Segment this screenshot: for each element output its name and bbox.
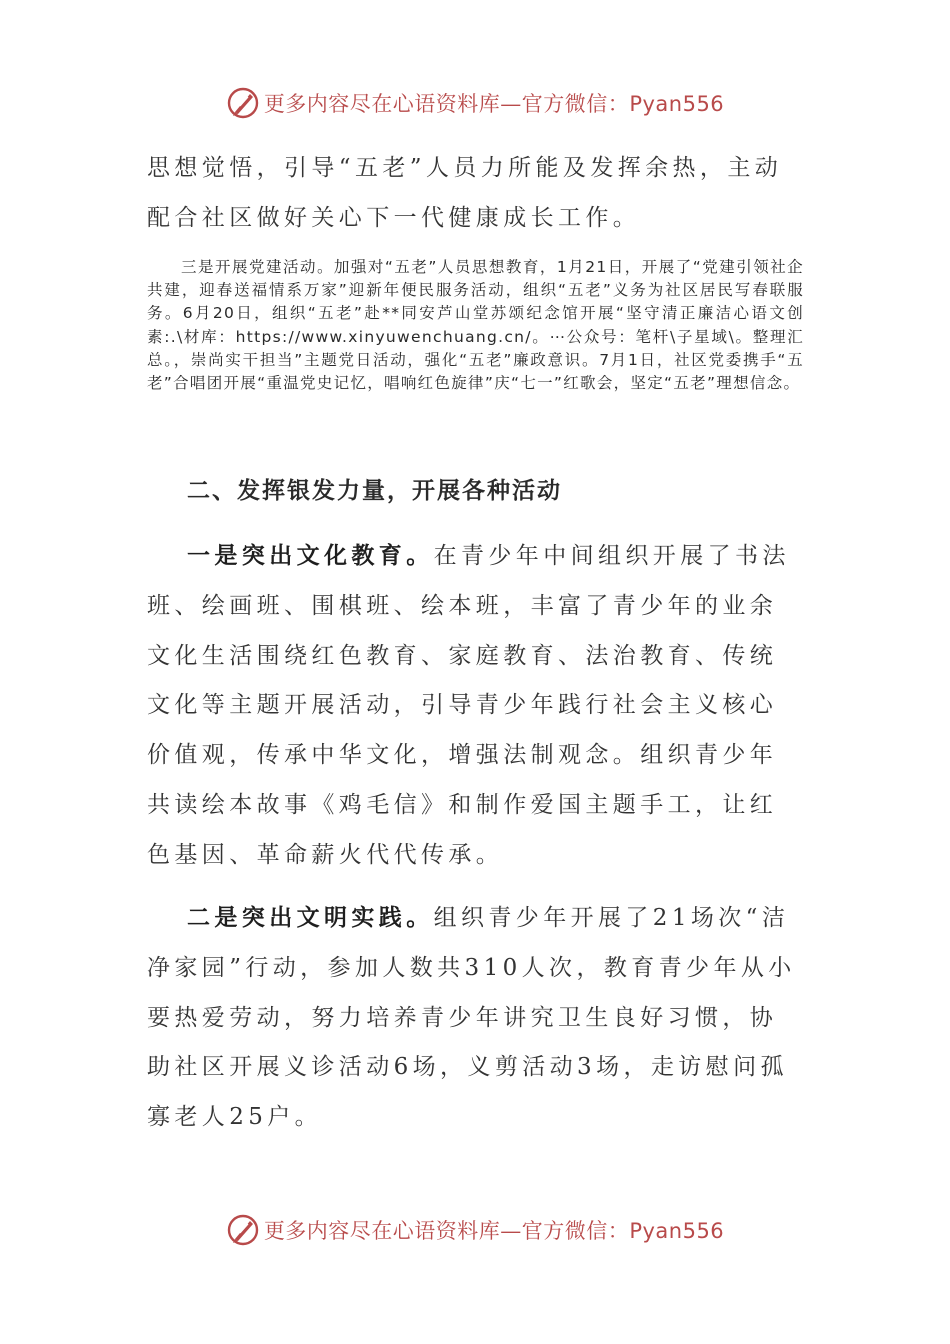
paragraph-lead: 一是突出文化教育。: [187, 542, 434, 569]
footer-banner: [0, 1210, 950, 1250]
paragraph-body: 组织青少年开展了21场次“洁净家园”行动，参加人数共310人次，教育青少年从小要热爱劳动，努力培养青少年讲究卫生良好习惯，协助社区开展义诊活动6场，义剪活动3场，走访慰问孤寡老人25户。: [147, 905, 796, 1131]
paragraph-lead: 二是突出文明实践。: [187, 904, 434, 931]
paragraph-continued: 思想觉悟，引导“五老”人员力所能及发挥余热，主动配合社区做好关心下一代健康成长工作。: [147, 155, 783, 231]
paragraph-civilization-practice: [147, 893, 804, 1143]
section-heading: 二、发挥银发力量，开展各种活动: [187, 478, 562, 504]
paragraph-party-building: 三是开展党建活动。加强对“五老”人员思想教育，1月21日，开展了“党建引领社企共建，迎春送福情系万家”迎新年便民服务活动，组织“五老”义务为社区居民写春联服务。6月20日，组织“五老”赴**同安芦山堂苏颂纪念馆开展“坚守清正廉洁心语文创素:.\材库：https://www.xinyuwenchuang.cn/。⋯公众号：笔杆\子星域\。整理汇总。，崇尚实干担当”主题党日活动，强化“五老”廉政意识。7月1日，社区党委携手“五老”合唱团开展“重温党史记忆，唱响红色旋律”庆“七一”红歌会，坚定“五老”理想信念。: [147, 258, 804, 393]
banner-text: 更多内容尽在心语资料库—官方微信：Pyan556: [263, 1219, 725, 1243]
header-banner: [0, 83, 950, 123]
paragraph-body: 在青少年中间组织开展了书法班、绘画班、围棋班、绘本班，丰富了青少年的业余文化生活围绕红色教育、家庭教育、法治教育、传统文化等主题开展活动，引导青少年践行社会主义核心价值观，传承中华文化，增强法制观念。组织青少年共读绘本故事《鸡毛信》和制作爱国主题手工，让红色基因、革命薪火代代传承。: [147, 543, 790, 868]
pen-feather-logo-icon: [226, 86, 260, 120]
wechat-id: Pyan556: [629, 1219, 725, 1243]
paragraph-culture-education: [147, 531, 804, 881]
banner-text: 更多内容尽在心语资料库—官方微信：Pyan556: [263, 92, 725, 116]
wechat-id: Pyan556: [629, 92, 725, 116]
pen-feather-logo-icon: [226, 1213, 260, 1247]
